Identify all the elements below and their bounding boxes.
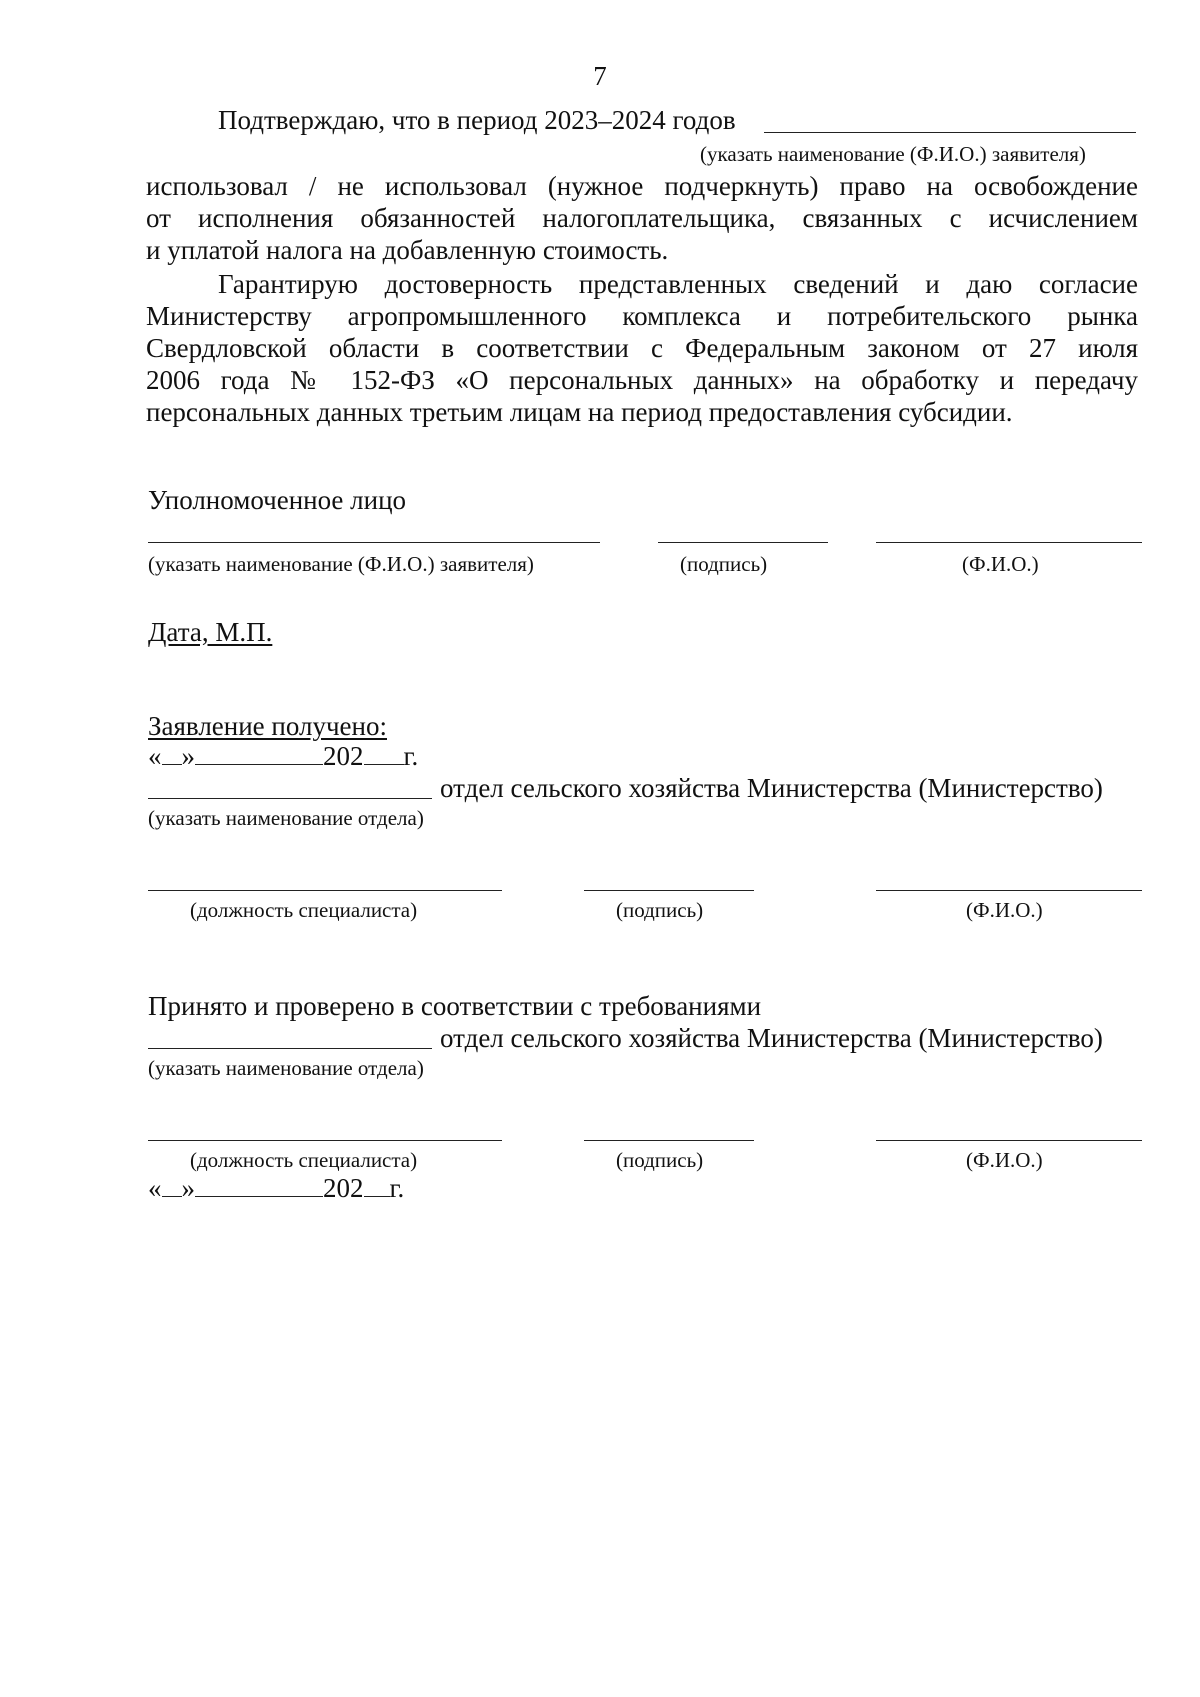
received-date-open: « — [148, 741, 162, 771]
received-year-blank — [364, 742, 404, 765]
accepted-year-suffix: г. — [389, 1173, 405, 1203]
received-department-caption: (указать наименование отдела) — [148, 806, 424, 830]
received-fio-caption: (Ф.И.О.) — [966, 898, 1043, 922]
page-number: 7 — [593, 61, 607, 91]
accepted-department-text: отдел сельского хозяйства Министерства (Министерство) — [440, 1023, 1103, 1053]
guarantee-line-4: 2006 года № 152-ФЗ «О персональных данных» на обработку и передачу — [146, 365, 1138, 395]
confirm-line-3: и уплатой налога на добавленную стоимость. — [146, 235, 669, 265]
authorized-applicant-caption: (указать наименование (Ф.И.О.) заявителя) — [148, 552, 534, 576]
accepted-position-caption: (должность специалиста) — [190, 1148, 418, 1172]
received-signature-line — [584, 890, 754, 891]
confirm-intro: Подтверждаю, что в период 2023–2024 годов — [218, 105, 736, 135]
accepted-day-blank — [162, 1174, 182, 1197]
received-department-text: отдел сельского хозяйства Министерства (Министерство) — [440, 773, 1103, 803]
authorized-fio-caption: (Ф.И.О.) — [962, 552, 1039, 576]
received-year: 202 — [323, 741, 364, 771]
accepted-title: Принято и проверено в соответствии с требованиями — [148, 991, 762, 1021]
accepted-department-line — [148, 1048, 432, 1049]
authorized-signature-caption: (подпись) — [680, 552, 768, 576]
accepted-fio-caption: (Ф.И.О.) — [966, 1148, 1043, 1172]
authorized-applicant-line — [148, 542, 600, 543]
applicant-caption: (указать наименование (Ф.И.О.) заявителя) — [700, 142, 1086, 166]
accepted-date — [148, 1172, 404, 1204]
received-fio-line — [876, 890, 1142, 891]
accepted-date-close: » — [181, 1173, 195, 1203]
confirm-line-1: использовал / не использовал (нужное подчеркнуть) право на освобождение — [146, 171, 1138, 201]
authorized-signature-line — [658, 542, 828, 543]
authorized-title: Уполномоченное лицо — [148, 485, 407, 515]
accepted-year: 202 — [323, 1173, 364, 1203]
received-day-blank — [162, 742, 182, 765]
accepted-fio-line — [876, 1140, 1142, 1141]
received-year-suffix: г. — [403, 741, 419, 771]
accepted-year-blank — [364, 1174, 390, 1197]
confirm-line-2: от исполнения обязанностей налогоплательщика, связанных с исчислением — [146, 203, 1138, 233]
received-signature-caption: (подпись) — [616, 898, 704, 922]
applicant-name-line — [764, 132, 1136, 133]
received-position-line — [148, 890, 502, 891]
received-position-caption: (должность специалиста) — [190, 898, 418, 922]
accepted-position-line — [148, 1140, 502, 1141]
received-month-blank — [195, 742, 323, 765]
accepted-signature-line — [584, 1140, 754, 1141]
date-stamp-label: Дата, М.П. — [148, 617, 273, 647]
guarantee-line-5: персональных данных третьим лицам на период предоставления субсидии. — [146, 397, 1013, 427]
accepted-department-caption: (указать наименование отдела) — [148, 1056, 424, 1080]
received-date-close: » — [181, 741, 195, 771]
accepted-signature-caption: (подпись) — [616, 1148, 704, 1172]
received-title: Заявление получено: — [148, 711, 387, 741]
authorized-fio-line — [876, 542, 1142, 543]
guarantee-line-3: Свердловской области в соответствии с Федеральным законом от 27 июля — [146, 333, 1138, 363]
received-department-line — [148, 798, 432, 799]
received-date — [148, 740, 418, 772]
guarantee-line-1: Гарантирую достоверность представленных сведений и даю согласие — [218, 269, 1138, 299]
accepted-month-blank — [195, 1174, 323, 1197]
guarantee-line-2: Министерству агропромышленного комплекса и потребительского рынка — [146, 301, 1138, 331]
accepted-date-open: « — [148, 1173, 162, 1203]
